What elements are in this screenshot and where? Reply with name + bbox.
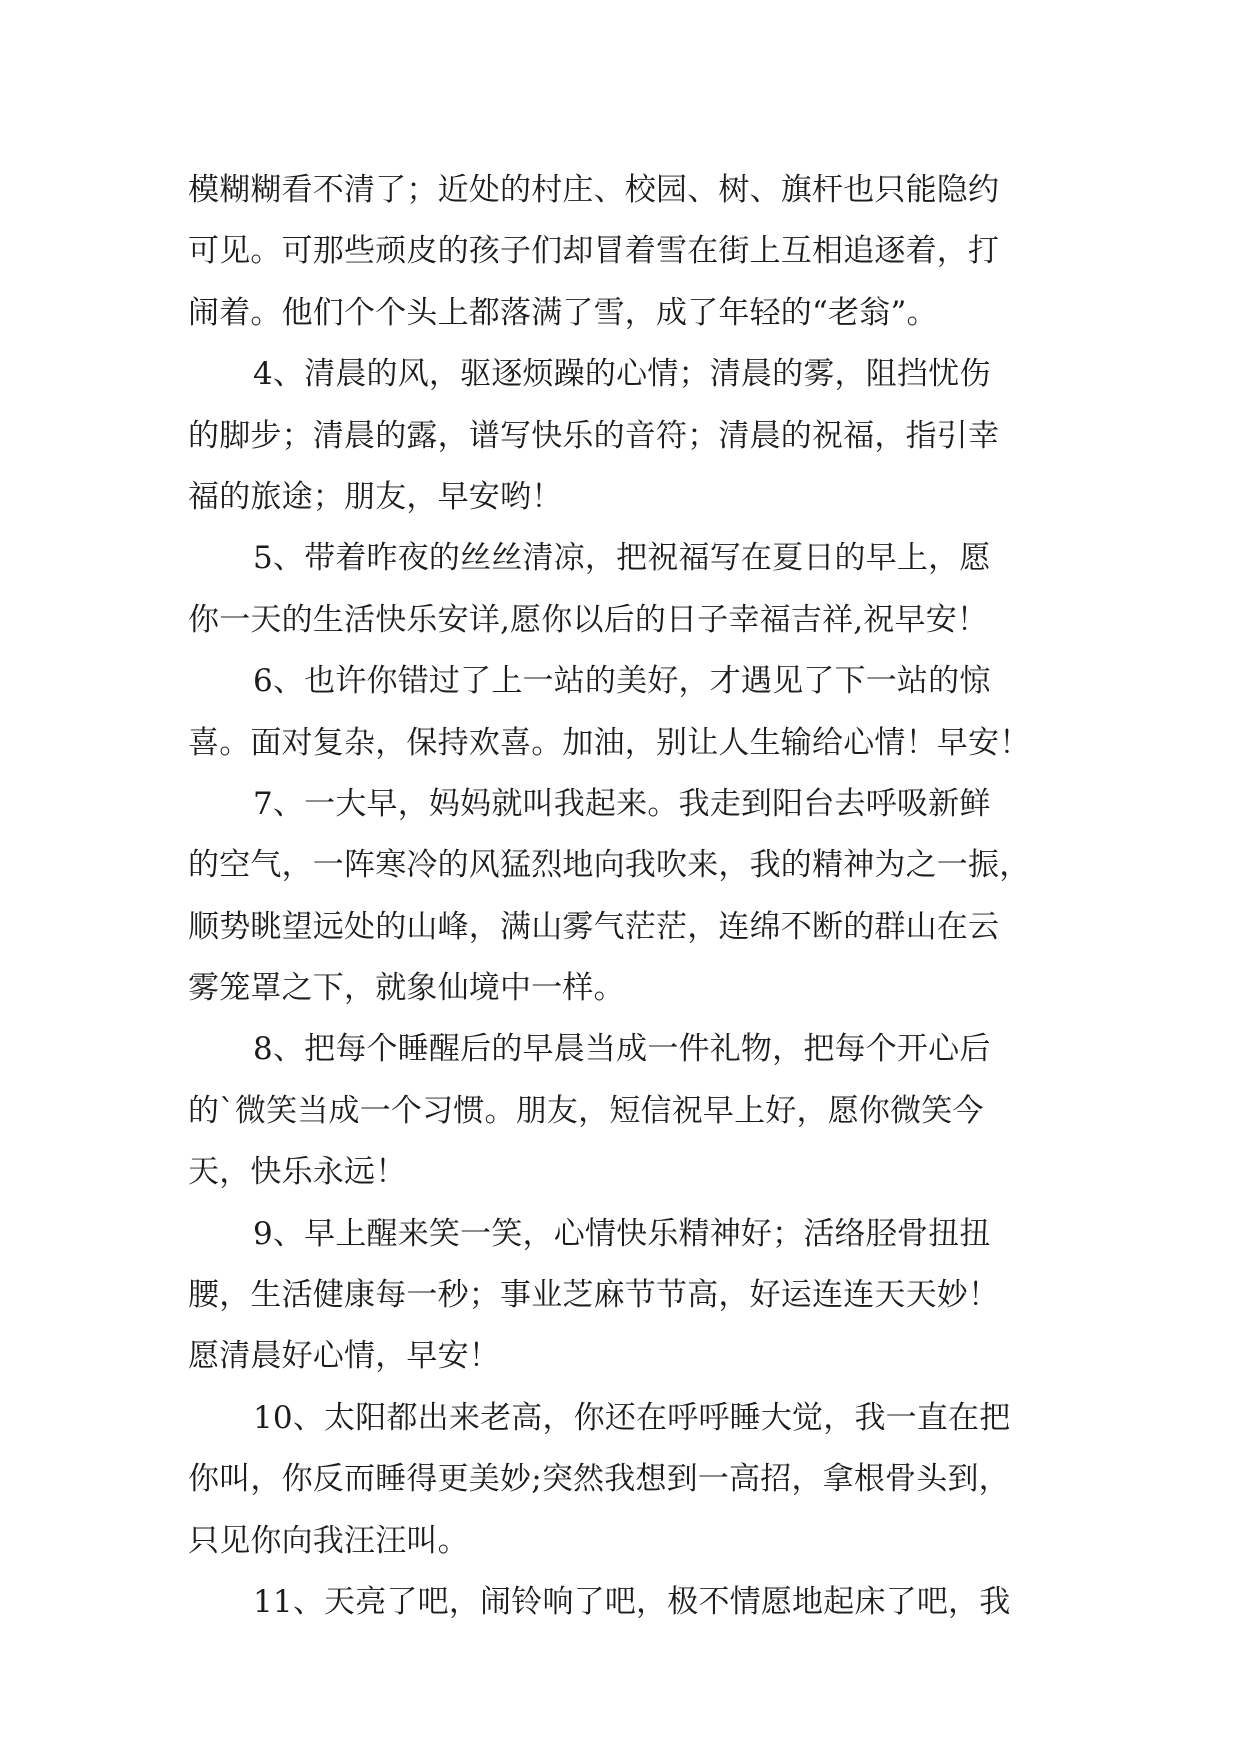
text-line: 愿清晨好心情，早安！ xyxy=(188,1338,500,1375)
text-line: 的空气，一阵寒冷的风猛烈地向我吹来，我的精神为之一振， xyxy=(188,847,1031,884)
text-line: 雾笼罩之下，就象仙境中一样。 xyxy=(188,970,625,1007)
paragraph-first-line: 8、把每个睡醒后的早晨当成一件礼物，把每个开心后 xyxy=(253,1031,991,1068)
paragraph-first-line: 6、也许你错过了上一站的美好，才遇见了下一站的惊 xyxy=(253,663,991,700)
text-line: 的脚步；清晨的露，谱写快乐的音符；清晨的祝福，指引幸 xyxy=(188,417,1000,454)
paragraph-first-line: 4、清晨的风，驱逐烦躁的心情；清晨的雾，阻挡忧伤 xyxy=(253,356,991,393)
text-line: 福的旅途；朋友，早安哟！ xyxy=(188,478,563,515)
text-line: 模糊糊看不清了；近处的村庄、校园、树、旗杆也只能隐约 xyxy=(188,172,1000,208)
text-line: 顺势眺望远处的山峰，满山雾气茫茫，连绵不断的群山在云 xyxy=(188,908,1000,945)
paragraph-first-line: 5、带着昨夜的丝丝清凉，把祝福写在夏日的早上，愿 xyxy=(253,540,991,577)
paragraph-first-line: 10、太阳都出来老高，你还在呼呼睡大觉，我一直在把 xyxy=(253,1399,1011,1436)
paragraph-first-line: 9、早上醒来笑一笑，心情快乐精神好；活络胫骨扭扭 xyxy=(253,1215,991,1252)
text-line: 只见你向我汪汪叫。 xyxy=(188,1522,469,1559)
text-line: 的`微笑当成一个习惯。朋友，短信祝早上好，愿你微笑今 xyxy=(188,1092,984,1129)
paragraph-first-line: 7、一大早，妈妈就叫我起来。我走到阳台去呼吸新鲜 xyxy=(253,785,991,822)
document-body xyxy=(188,160,1048,1633)
text-line: 可见。可那些顽皮的孩子们却冒着雪在街上互相追逐着，打 xyxy=(188,233,1000,270)
text-line: 闹着。他们个个头上都落满了雪，成了年轻的“老翁”。 xyxy=(188,294,938,331)
text-line: 腰，生活健康每一秒；事业芝麻节节高，好运连连天天妙！ xyxy=(188,1277,1000,1314)
paragraph-first-line: 11、天亮了吧，闹铃响了吧，极不情愿地起床了吧，我 xyxy=(253,1583,1011,1620)
text-line: 天，快乐永远！ xyxy=(188,1154,407,1191)
text-line: 喜。面对复杂，保持欢喜。加油，别让人生输给心情！早安！ xyxy=(188,724,1031,761)
text-line: 你叫，你反而睡得更美妙;突然我想到一高招，拿根骨头到， xyxy=(188,1461,1010,1498)
text-line: 你一天的生活快乐安详,愿你以后的日子幸福吉祥,祝早安！ xyxy=(188,601,989,638)
